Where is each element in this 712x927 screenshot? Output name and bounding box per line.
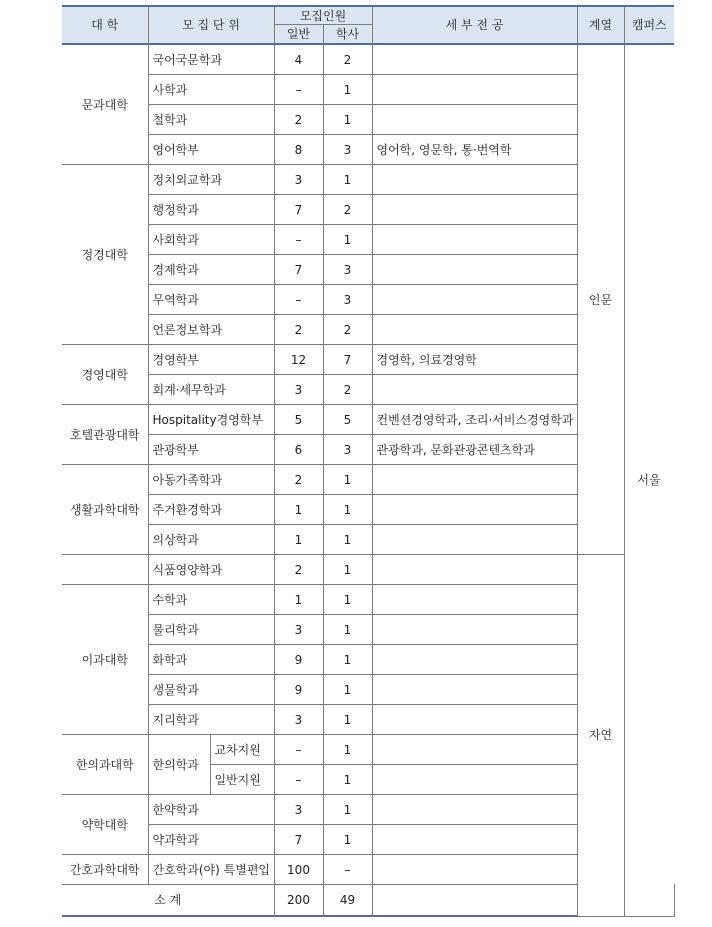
- general-count: –: [274, 765, 323, 795]
- college-cell: 한의과대학: [62, 735, 148, 795]
- bachelor-count: 1: [323, 795, 372, 825]
- total-detail-empty: [372, 885, 577, 917]
- unit-cell: 사학과: [148, 75, 274, 105]
- unit-cell: 회계·세무학과: [148, 375, 274, 405]
- general-count: –: [274, 75, 323, 105]
- col-general: 일반: [274, 25, 323, 45]
- bachelor-count: 1: [323, 165, 372, 195]
- detail-cell: 경영학, 의료경영학: [372, 345, 577, 375]
- unit-cell: 아동가족학과: [148, 465, 274, 495]
- detail-cell: 관광학과, 문화관광콘텐츠학과: [372, 435, 577, 465]
- unit-cell: 철학과: [148, 105, 274, 135]
- general-count: –: [274, 285, 323, 315]
- college-cell: 이과대학: [62, 585, 148, 735]
- general-count: 2: [274, 465, 323, 495]
- general-count: 3: [274, 375, 323, 405]
- bachelor-count: 2: [323, 44, 372, 75]
- bachelor-count: 5: [323, 405, 372, 435]
- detail-cell: [372, 555, 577, 585]
- bachelor-count: 1: [323, 555, 372, 585]
- unit-cell: 의상학과: [148, 525, 274, 555]
- detail-cell: [372, 585, 577, 615]
- general-count: –: [274, 225, 323, 255]
- col-detail: 세 부 전 공: [372, 6, 577, 44]
- general-count: 2: [274, 105, 323, 135]
- detail-cell: [372, 615, 577, 645]
- general-count: 2: [274, 555, 323, 585]
- bachelor-count: 2: [323, 315, 372, 345]
- bachelor-count: 2: [323, 195, 372, 225]
- general-count: 3: [274, 165, 323, 195]
- total-bachelor: 49: [323, 885, 372, 917]
- bachelor-count: 3: [323, 435, 372, 465]
- general-count: 100: [274, 855, 323, 885]
- col-bachelor: 학사: [323, 25, 372, 45]
- unit-cell: Hospitality경영학부: [148, 405, 274, 435]
- admission-quota-table: [62, 5, 674, 917]
- bachelor-count: 1: [323, 465, 372, 495]
- bachelor-count: 1: [323, 225, 372, 255]
- bachelor-count: 1: [323, 615, 372, 645]
- college-cell: 간호과학대학: [62, 855, 148, 885]
- unit-cell: 무역학과: [148, 285, 274, 315]
- college-cell: 생활과학대학: [62, 465, 148, 555]
- unit-cell: 영어학부: [148, 135, 274, 165]
- detail-cell: [372, 525, 577, 555]
- unit-cell: 행정학과: [148, 195, 274, 225]
- detail-cell: [372, 675, 577, 705]
- sub-unit-cell: 교차지원: [210, 735, 274, 765]
- unit-cell: 지리학과: [148, 705, 274, 735]
- bachelor-count: 1: [323, 765, 372, 795]
- college-cell: 경영대학: [62, 345, 148, 405]
- table-row: [62, 44, 674, 75]
- unit-cell: 물리학과: [148, 615, 274, 645]
- bachelor-count: 2: [323, 375, 372, 405]
- track-cell: 자연: [577, 555, 624, 917]
- college-cell: 문과대학: [62, 44, 148, 165]
- general-count: 3: [274, 705, 323, 735]
- unit-cell: 수학과: [148, 585, 274, 615]
- table-row: [62, 555, 674, 585]
- unit-cell: 경제학과: [148, 255, 274, 285]
- bachelor-count: 3: [323, 255, 372, 285]
- bachelor-count: 1: [323, 75, 372, 105]
- unit-cell: 언론정보학과: [148, 315, 274, 345]
- detail-cell: [372, 795, 577, 825]
- detail-cell: [372, 44, 577, 75]
- unit-cell: 관광학부: [148, 435, 274, 465]
- detail-cell: [372, 855, 577, 885]
- detail-cell: [372, 105, 577, 135]
- sub-unit-cell: 일반지원: [210, 765, 274, 795]
- college-cell-empty: [62, 555, 148, 585]
- unit-cell: 국어국문학과: [148, 44, 274, 75]
- unit-cell: 간호학과(야) 특별편입: [148, 855, 274, 885]
- unit-cell: 경영학부: [148, 345, 274, 375]
- bachelor-count: 1: [323, 495, 372, 525]
- col-unit: 모 집 단 위: [148, 6, 274, 44]
- general-count: –: [274, 735, 323, 765]
- total-label: 소 계: [62, 885, 274, 917]
- unit-cell: 사회학과: [148, 225, 274, 255]
- col-quota: 모집인원: [274, 6, 372, 25]
- general-count: 1: [274, 495, 323, 525]
- college-cell: 약학대학: [62, 795, 148, 855]
- detail-cell: [372, 315, 577, 345]
- detail-cell: [372, 75, 577, 105]
- unit-cell: 화학과: [148, 645, 274, 675]
- campus-cell: 서울: [624, 44, 674, 916]
- col-campus: 캠퍼스: [624, 6, 674, 44]
- detail-cell: [372, 645, 577, 675]
- college-cell: 호텔관광대학: [62, 405, 148, 465]
- detail-cell: [372, 255, 577, 285]
- bachelor-count: 3: [323, 135, 372, 165]
- general-count: 2: [274, 315, 323, 345]
- general-count: 6: [274, 435, 323, 465]
- bachelor-count: 1: [323, 585, 372, 615]
- general-count: 9: [274, 675, 323, 705]
- unit-cell: 한의학과: [148, 735, 210, 795]
- unit-cell: 주거환경학과: [148, 495, 274, 525]
- bachelor-count: 1: [323, 825, 372, 855]
- detail-cell: 영어학, 영문학, 통·번역학: [372, 135, 577, 165]
- detail-cell: [372, 495, 577, 525]
- col-university: 대 학: [62, 6, 148, 44]
- detail-cell: [372, 735, 577, 765]
- bachelor-count: 1: [323, 645, 372, 675]
- unit-cell: 한약학과: [148, 795, 274, 825]
- general-count: 7: [274, 195, 323, 225]
- bachelor-count: 1: [323, 675, 372, 705]
- bachelor-count: 1: [323, 525, 372, 555]
- general-count: 3: [274, 615, 323, 645]
- general-count: 7: [274, 255, 323, 285]
- college-cell: 정경대학: [62, 165, 148, 345]
- bachelor-count: –: [323, 855, 372, 885]
- detail-cell: [372, 195, 577, 225]
- detail-cell: [372, 465, 577, 495]
- general-count: 5: [274, 405, 323, 435]
- unit-cell: 약과학과: [148, 825, 274, 855]
- bachelor-count: 3: [323, 285, 372, 315]
- general-count: 7: [274, 825, 323, 855]
- general-count: 12: [274, 345, 323, 375]
- bachelor-count: 7: [323, 345, 372, 375]
- detail-cell: 컨벤션경영학과, 조리·서비스경영학과: [372, 405, 577, 435]
- general-count: 8: [274, 135, 323, 165]
- unit-cell: 정치외교학과: [148, 165, 274, 195]
- bachelor-count: 1: [323, 705, 372, 735]
- unit-cell: 식품영양학과: [148, 555, 274, 585]
- detail-cell: [372, 285, 577, 315]
- detail-cell: [372, 375, 577, 405]
- unit-cell: 생물학과: [148, 675, 274, 705]
- general-count: 4: [274, 44, 323, 75]
- bachelor-count: 1: [323, 105, 372, 135]
- total-general: 200: [274, 885, 323, 917]
- bachelor-count: 1: [323, 735, 372, 765]
- general-count: 1: [274, 525, 323, 555]
- detail-cell: [372, 705, 577, 735]
- detail-cell: [372, 825, 577, 855]
- detail-cell: [372, 165, 577, 195]
- track-cell: 인문: [577, 44, 624, 555]
- general-count: 9: [274, 645, 323, 675]
- general-count: 3: [274, 795, 323, 825]
- detail-cell: [372, 765, 577, 795]
- detail-cell: [372, 225, 577, 255]
- col-track: 계열: [577, 6, 624, 44]
- general-count: 1: [274, 585, 323, 615]
